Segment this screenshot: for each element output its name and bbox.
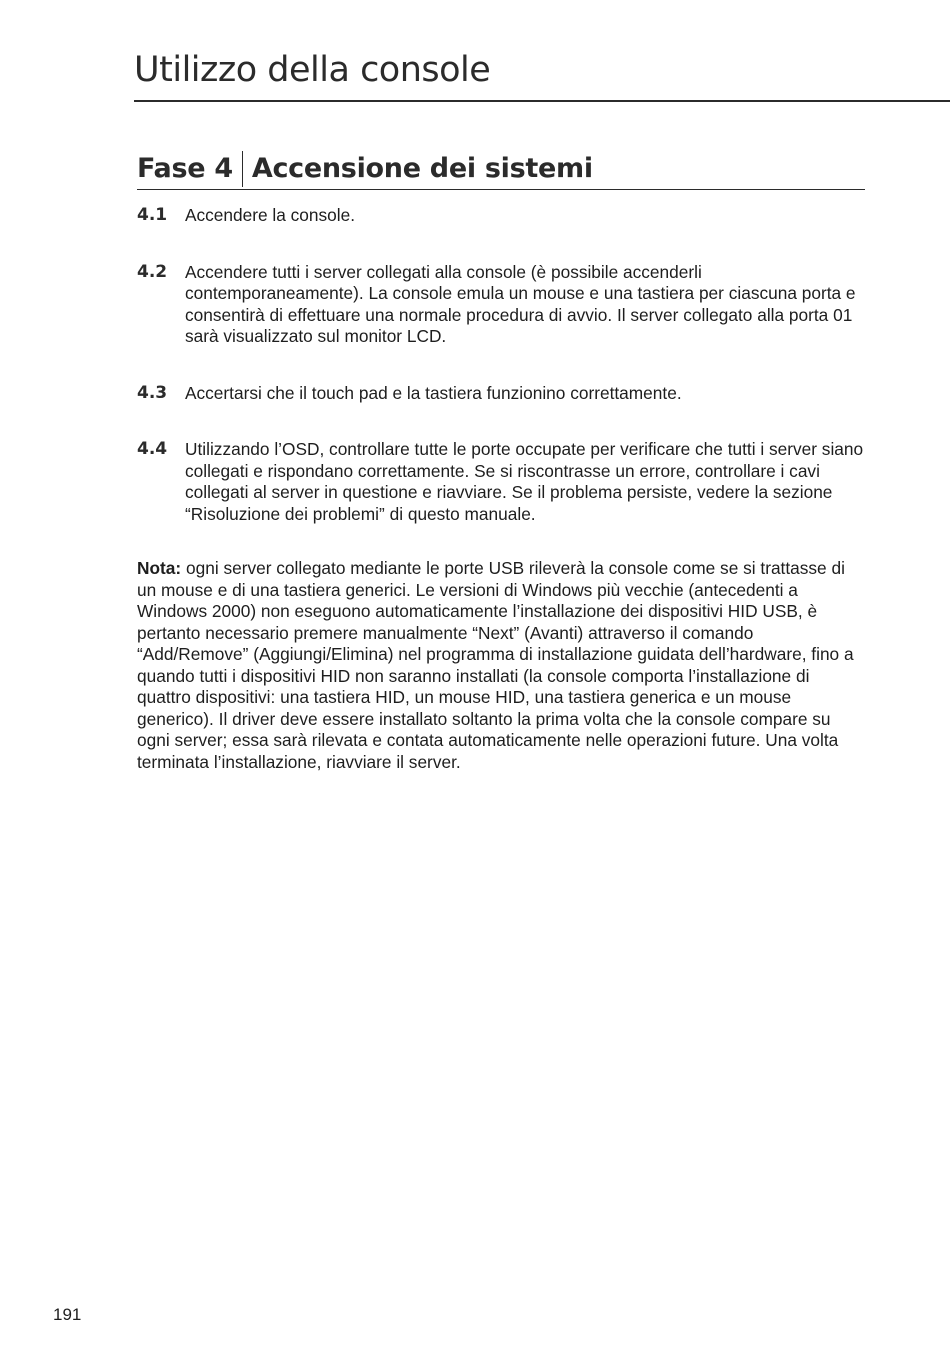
- note-text: ogni server collegato mediante le porte USB rileverà la console come se si trattasse di un mouse e di una tastiera generici. Le versioni di Windows più vecchie (antecedenti a Windows 2000) non eseguono automaticamente l’installazione dei dispositivi HID USB, è pertanto necessario premere manualmente “Next” (Avanti) attraverso il comando “Add/Remove” (Aggiungi/Elimina) nel programma di installazione guidata dell’hardware, fino a quando tutti i dispositivi HID non saranno installati (la console comporta l’installazione di quattro dispositivi: una tastiera HID, un mouse HID, una tastiera generica e un mouse generico). Il driver deve essere installato soltanto la prima volta che la console compare su ogni server; essa sarà rilevata e contata automaticamente nelle operazioni future. Una volta terminata l’installazione, riavviare il server.: [137, 558, 854, 772]
- step-item: [137, 262, 865, 348]
- steps-list: [137, 205, 865, 560]
- step-text: Accendere la console.: [185, 205, 356, 225]
- step-text: Accertarsi che il touch pad e la tastiera funzionino correttamente.: [185, 382, 682, 403]
- section-heading: [137, 151, 865, 190]
- step-item: [137, 383, 865, 405]
- section-phase: Fase 4: [137, 153, 233, 184]
- step-number: 4.1: [137, 205, 168, 225]
- title-divider: [134, 100, 950, 102]
- page-number: 191: [53, 1305, 82, 1324]
- step-number: 4.3: [137, 382, 168, 403]
- note-paragraph: [137, 558, 865, 773]
- step-text: Accendere tutti i server collegati alla console (è possibile accenderli contemporaneamente). La console emula un mouse e una tastiera per ciascuna porta e consentirà di effettuare una normale procedura di avvio. Il server collegato alla porta 01 sarà visualizzato sul monitor LCD.: [185, 261, 856, 346]
- step-text: Utilizzando l’OSD, controllare tutte le porte occupate per verificare che tutti i server siano collegati e rispondano correttamente. Se si riscontrasse un errore, controllare i cavi collegati al server in questione e riavviare. Se il problema persiste, vedere la sezione “Risoluzione dei problemi” di questo manuale.: [185, 439, 864, 524]
- step-item: [137, 439, 865, 525]
- heading-divider: [242, 151, 243, 187]
- step-item: [137, 205, 865, 227]
- note-label: Nota:: [137, 558, 182, 578]
- step-number: 4.2: [137, 261, 168, 282]
- step-number: 4.4: [137, 439, 168, 459]
- page-title: Utilizzo della console: [134, 50, 491, 90]
- section-title: Accensione dei sistemi: [251, 153, 593, 184]
